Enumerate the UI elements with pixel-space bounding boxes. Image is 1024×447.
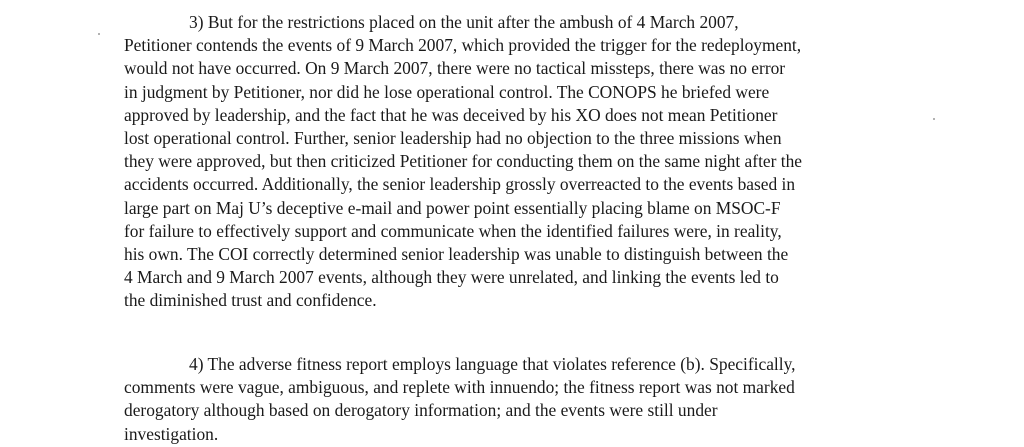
paragraph-line: 4 March and 9 March 2007 events, although they were unrelated, and linking the events led to [124, 267, 779, 288]
paragraph-line: 3) But for the restrictions placed on the unit after the ambush of 4 March 2007, [189, 12, 739, 32]
paragraph-line: 4) The adverse fitness report employs language that violates reference (b). Specifically, [189, 354, 796, 374]
paragraph-line: accidents occurred. Additionally, the senior leadership grossly overreacted to the events based in [124, 174, 796, 195]
paragraph-line: comments were vague, ambiguous, and replete with innuendo; the fitness report was not marked [124, 377, 795, 398]
paragraph-line: they were approved, but then criticized Petitioner for conducting them on the same night after the [124, 151, 803, 172]
paragraph-4 [124, 353, 924, 446]
paragraph-line: his own. The COI correctly determined senior leadership was unable to distinguish between the [124, 243, 789, 264]
paragraph-line: Petitioner contends the events of 9 March 2007, which provided the trigger for the redeployment, [124, 35, 802, 56]
paragraph-line: derogatory although based on derogatory information; and the events were still under [124, 400, 718, 421]
paragraph-line: lost operational control. Further, senior leadership had no objection to the three missions when [124, 127, 782, 148]
paragraph-line: for failure to effectively support and communicate when the identified failures were, in reality, [124, 220, 782, 241]
paragraph-line: in judgment by Petitioner, nor did he lose operational control. The CONOPS he briefed were [124, 81, 770, 102]
paragraph-line: the diminished trust and confidence. [124, 290, 377, 311]
paragraph-line: investigation. [124, 423, 219, 444]
paragraph-line: would not have occurred. On 9 March 2007, there were no tactical missteps, there was no error [124, 58, 786, 79]
paragraph-3 [124, 11, 924, 312]
paragraph-line: large part on Maj U’s deceptive e-mail and power point essentially placing blame on MSOC-F [124, 197, 781, 218]
scan-speck [98, 33, 100, 35]
paragraph-line: approved by leadership, and the fact that he was deceived by his XO does not mean Petitioner [124, 104, 778, 125]
scan-speck [933, 118, 935, 120]
